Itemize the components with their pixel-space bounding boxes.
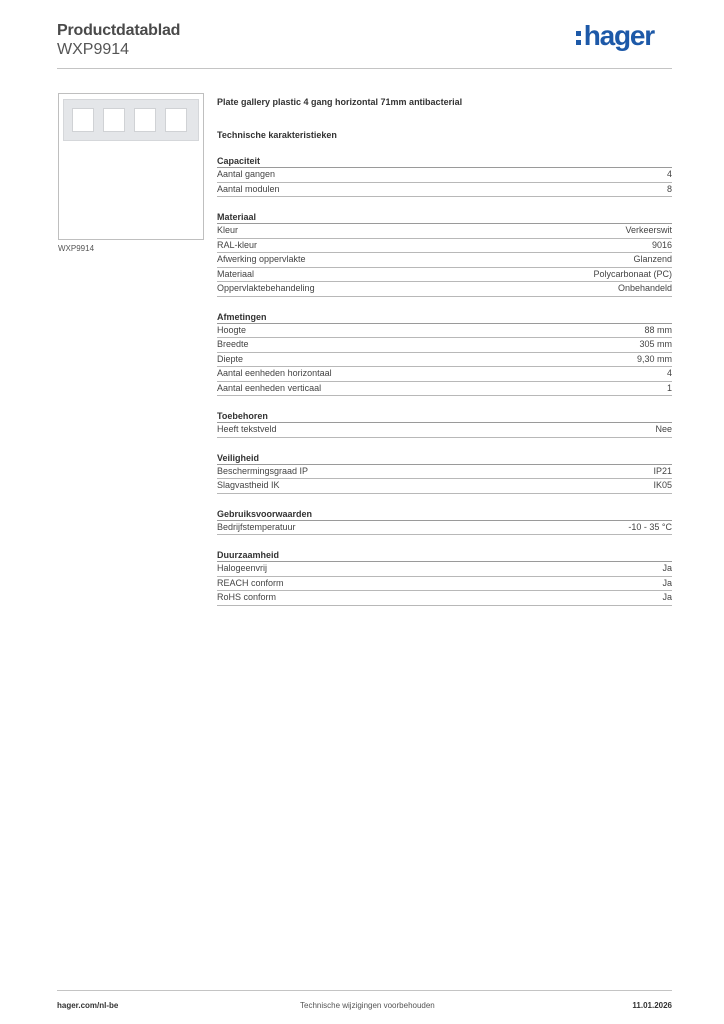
- spec-label: Aantal eenheden verticaal: [217, 382, 322, 393]
- section-title: Duurzaamheid: [217, 549, 672, 562]
- spec-row: [217, 338, 672, 353]
- product-image: [58, 93, 204, 240]
- spec-row: [217, 224, 672, 239]
- spec-value: Ja: [662, 577, 672, 588]
- spec-row: [217, 168, 672, 183]
- spec-value: Polycarbonaat (PC): [593, 268, 672, 279]
- spec-value: 88 mm: [644, 324, 672, 335]
- product-code-heading: WXP9914: [57, 41, 130, 58]
- spec-section: [217, 155, 672, 197]
- spec-value: Ja: [662, 592, 672, 602]
- plate-opening: [103, 108, 125, 132]
- wall-plate-4-gang-image: [63, 99, 199, 141]
- footer-date: 11.01.2026: [632, 1001, 672, 1010]
- spec-row: [217, 183, 672, 198]
- tech-characteristics-title: Technische karakteristieken: [217, 130, 337, 140]
- spec-label: Heeft tekstveld: [217, 424, 277, 434]
- spec-row: [217, 521, 672, 536]
- spec-label: Oppervlaktebehandeling: [217, 283, 315, 293]
- spec-section: [217, 311, 672, 397]
- spec-row: [217, 591, 672, 606]
- plate-opening: [134, 108, 156, 132]
- spec-row: [217, 465, 672, 480]
- spec-row: [217, 239, 672, 254]
- section-title: Capaciteit: [217, 155, 672, 168]
- spec-row: [217, 423, 672, 438]
- spec-value: 4: [666, 368, 672, 378]
- spec-row: [217, 479, 672, 494]
- spec-row: [217, 367, 672, 382]
- spec-value: IP21: [653, 465, 672, 476]
- spec-label: Bedrijfstemperatuur: [217, 521, 296, 532]
- spec-value: 4: [666, 169, 672, 179]
- spec-row: [217, 577, 672, 592]
- hager-logo[interactable]: [576, 21, 654, 51]
- spec-row: [217, 382, 672, 397]
- spec-section: [217, 211, 672, 297]
- page-footer: [57, 990, 672, 1012]
- section-title: Gebruiksvoorwaarden: [217, 508, 672, 521]
- spec-value: Onbehandeld: [617, 283, 672, 293]
- spec-value: Verkeerswit: [625, 225, 672, 235]
- spec-label: Materiaal: [217, 268, 255, 279]
- spec-value: Ja: [662, 563, 672, 573]
- spec-label: RoHS conform: [217, 592, 277, 602]
- spec-label: Slagvastheid IK: [217, 480, 280, 490]
- spec-label: Breedte: [217, 339, 249, 349]
- logo-text: hager: [583, 20, 654, 51]
- section-title: Materiaal: [217, 211, 672, 224]
- spec-row: [217, 253, 672, 268]
- spec-value: 8: [666, 183, 672, 194]
- spec-row: [217, 562, 672, 577]
- spec-value: Nee: [655, 424, 672, 434]
- spec-label: Halogeenvrij: [217, 563, 268, 573]
- spec-label: Aantal gangen: [217, 169, 276, 179]
- spec-label: Aantal eenheden horizontaal: [217, 368, 332, 378]
- footer-website-link[interactable]: hager.com/nl-be: [57, 1001, 119, 1010]
- spec-label: Diepte: [217, 353, 244, 364]
- spec-label: REACH conform: [217, 577, 284, 588]
- spec-label: Kleur: [217, 225, 239, 235]
- spec-row: [217, 282, 672, 297]
- spec-sections: [217, 155, 672, 606]
- product-description: Plate gallery plastic 4 gang horizontal 71mm antibacterial: [217, 97, 463, 107]
- section-title: Toebehoren: [217, 410, 672, 423]
- spec-value: 1: [666, 382, 672, 393]
- spec-section: [217, 452, 672, 494]
- plate-opening: [165, 108, 187, 132]
- spec-label: Afwerking oppervlakte: [217, 254, 306, 264]
- spec-value: IK05: [653, 480, 672, 490]
- spec-label: Beschermingsgraad IP: [217, 465, 309, 476]
- spec-label: Hoogte: [217, 324, 247, 335]
- spec-section: [217, 410, 672, 438]
- spec-value: 9,30 mm: [636, 353, 672, 364]
- image-caption: WXP9914: [58, 244, 95, 253]
- spec-value: 9016: [651, 239, 672, 250]
- spec-value: Glanzend: [633, 254, 672, 264]
- document-title: Productdatablad: [57, 22, 181, 39]
- spec-row: [217, 324, 672, 339]
- page-header: [57, 21, 672, 69]
- spec-content: [217, 96, 672, 606]
- section-title: Afmetingen: [217, 311, 672, 324]
- spec-label: Aantal modulen: [217, 183, 280, 194]
- spec-value: -10 - 35 °C: [628, 521, 672, 532]
- spec-row: [217, 268, 672, 283]
- spec-label: RAL-kleur: [217, 239, 258, 250]
- plate-opening: [72, 108, 94, 132]
- spec-section: [217, 508, 672, 536]
- section-title: Veiligheid: [217, 452, 672, 465]
- spec-value: 305 mm: [639, 339, 672, 349]
- footer-notice: Technische wijzigingen voorbehouden: [300, 1001, 435, 1010]
- spec-section: [217, 549, 672, 606]
- spec-row: [217, 353, 672, 368]
